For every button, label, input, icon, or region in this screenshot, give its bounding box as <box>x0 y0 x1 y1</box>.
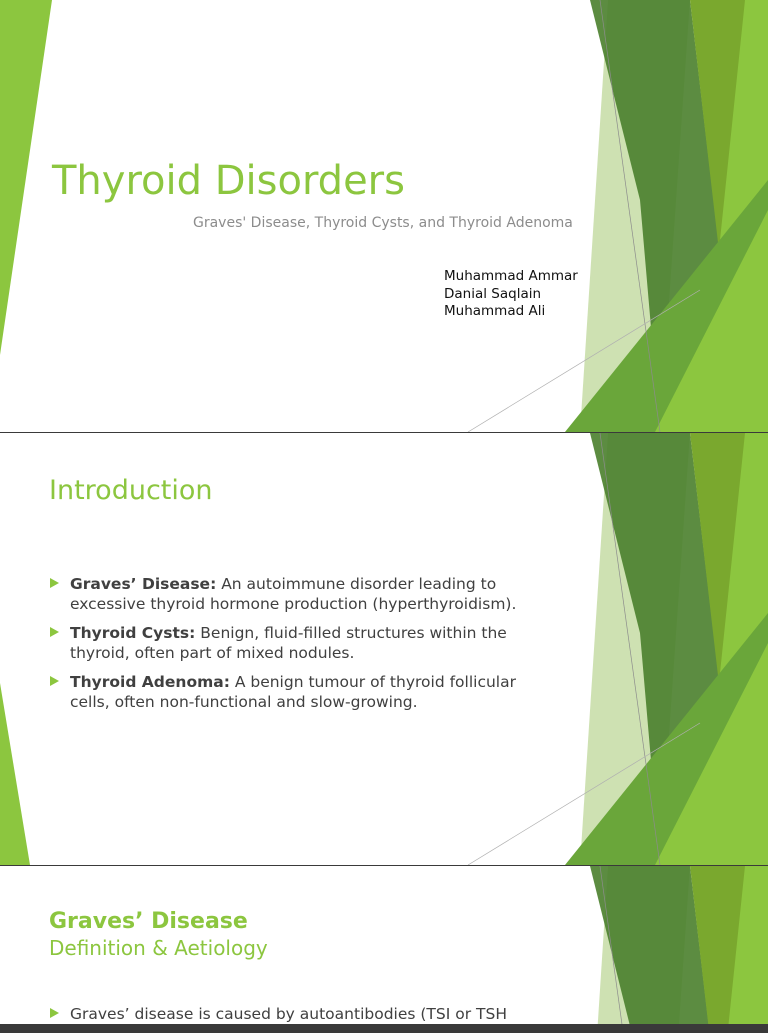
slide-heading-graves: Graves’ Disease <box>49 909 248 934</box>
bullet-term: Thyroid Adenoma: <box>70 673 230 691</box>
author-list <box>444 268 578 321</box>
triangle-right-icon <box>50 578 59 588</box>
author-name: Muhammad Ali <box>444 303 546 319</box>
bullet-term: Thyroid Cysts: <box>70 624 196 642</box>
list-item <box>48 1004 558 1024</box>
slide-heading-introduction: Introduction <box>49 475 213 506</box>
triangle-right-icon <box>50 627 59 637</box>
slide-subheading: Definition & Aetiology <box>49 936 268 960</box>
graves-bullet-list <box>48 1004 558 1033</box>
introduction-bullet-list <box>48 574 558 721</box>
triangle-right-icon <box>50 676 59 686</box>
bullet-text: An autoimmune disorder leading to excessive thyroid hormone production (hyperthyroidism). <box>70 575 517 613</box>
list-item <box>48 623 558 663</box>
list-item <box>48 672 558 712</box>
presentation-title: Thyroid Disorders <box>52 158 405 204</box>
slide-title <box>0 0 768 432</box>
bullet-text: Graves’ disease is caused by autoantibodies (TSI or TSH <box>70 1005 507 1023</box>
presentation-subtitle: Graves' Disease, Thyroid Cysts, and Thyroid Adenoma <box>193 215 573 231</box>
bullet-text: Benign, fluid-filled structures within the thyroid, often part of mixed nodules. <box>70 624 507 662</box>
triangle-right-icon <box>50 1008 59 1018</box>
bullet-text: A benign tumour of thyroid follicular cells, often non-functional and slow-growing. <box>70 673 516 711</box>
author-name: Muhammad Ammar <box>444 268 578 284</box>
left-green-sliver <box>0 683 30 865</box>
bullet-term: Graves’ Disease: <box>70 575 217 593</box>
list-item <box>48 574 558 614</box>
author-name: Danial Saqlain <box>444 285 542 302</box>
left-green-sliver <box>0 0 52 355</box>
